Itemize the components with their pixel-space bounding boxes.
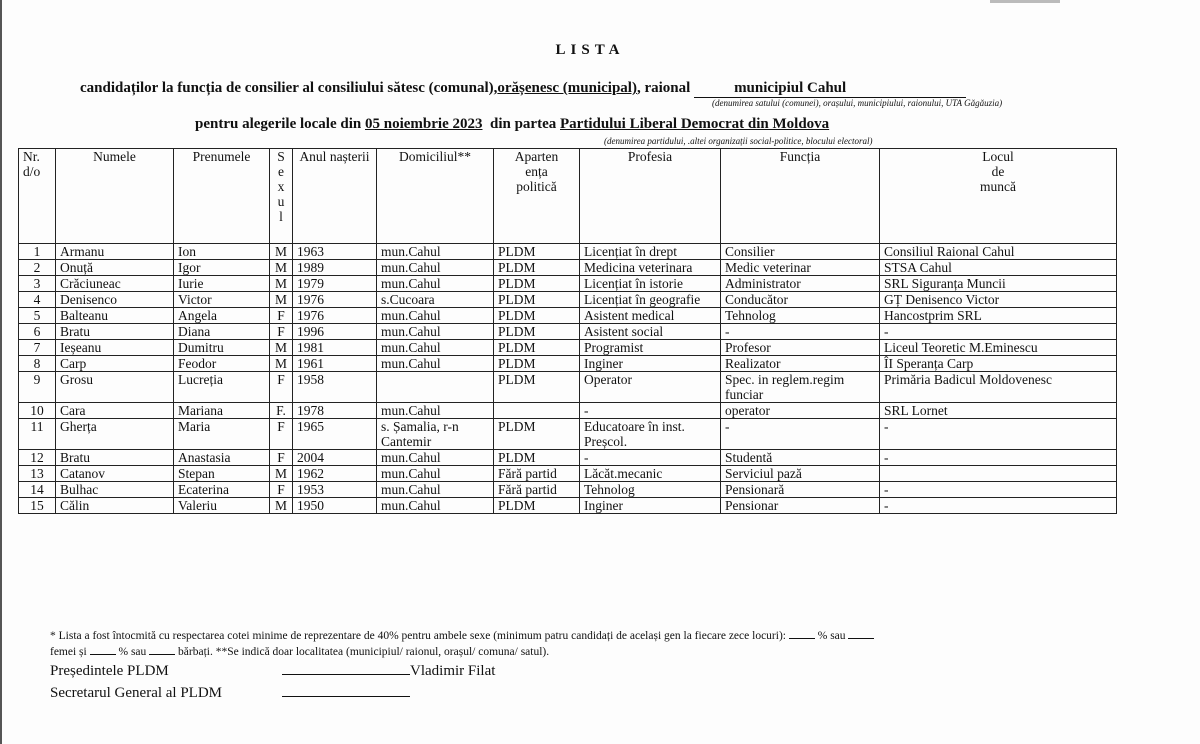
cell-numele: Cara bbox=[56, 403, 174, 419]
cell-sex: M bbox=[270, 356, 293, 372]
footnote bbox=[50, 628, 1130, 660]
cell-sex: M bbox=[270, 340, 293, 356]
header-locul-line: de bbox=[991, 164, 1005, 179]
cell-sex: M bbox=[270, 466, 293, 482]
header-line2-mid: din partea bbox=[489, 116, 557, 132]
cell-prenumele: Diana bbox=[174, 324, 270, 340]
cell-domiciliul: mun.Cahul bbox=[377, 324, 494, 340]
cell-numele: Bulhac bbox=[56, 482, 174, 498]
cell-apartenenta: PLDM bbox=[494, 498, 580, 514]
cell-functia: Pensionară bbox=[721, 482, 880, 498]
cell-profesia: - bbox=[580, 450, 721, 466]
footnote-barbati: bărbați. **Se indică doar localitatea (municipiul/ raionul, orașul/ comuna/ satul). bbox=[178, 646, 550, 658]
cell-apartenenta: PLDM bbox=[494, 308, 580, 324]
cell-apartenenta: PLDM bbox=[494, 419, 580, 450]
secretary-signature bbox=[50, 684, 410, 702]
cell-locul: Hancostprim SRL bbox=[880, 308, 1117, 324]
cell-numele: Bratu bbox=[56, 450, 174, 466]
cell-profesia: Asistent medical bbox=[580, 308, 721, 324]
cell-locul: SRL Lornet bbox=[880, 403, 1117, 419]
cell-prenumele: Ion bbox=[174, 244, 270, 260]
cell-domiciliul: s. Șamalia, r-n Cantemir bbox=[377, 419, 494, 450]
cell-nr: 12 bbox=[19, 450, 56, 466]
cell-locul: - bbox=[880, 450, 1117, 466]
cell-locul: GȚ Denisenco Victor bbox=[880, 292, 1117, 308]
cell-anul: 1965 bbox=[293, 419, 377, 450]
footnote-text: * Lista a fost întocmită cu respectarea cotei minime de reprezentare de 40% pentru ambele sexe (minimum patru candidați de același gen la fiecare zece locuri): bbox=[50, 630, 786, 642]
election-date: 05 noiembrie 2023 bbox=[364, 116, 483, 132]
cell-domiciliul: mun.Cahul bbox=[377, 450, 494, 466]
header-profesia: Profesia bbox=[580, 149, 721, 244]
cell-numele: Denisenco bbox=[56, 292, 174, 308]
header-line1-underlined: orășenesc (municipal) bbox=[497, 80, 637, 96]
cell-domiciliul: mun.Cahul bbox=[377, 276, 494, 292]
cell-domiciliul: mun.Cahul bbox=[377, 308, 494, 324]
cell-apartenenta: Fără partid bbox=[494, 466, 580, 482]
cell-nr: 6 bbox=[19, 324, 56, 340]
party-name: Partidului Liberal Democrat din Moldova bbox=[560, 116, 830, 132]
cell-nr: 5 bbox=[19, 308, 56, 324]
cell-numele: Crăciuneac bbox=[56, 276, 174, 292]
cell-domiciliul: mun.Cahul bbox=[377, 356, 494, 372]
cell-anul: 1978 bbox=[293, 403, 377, 419]
cell-apartenenta: PLDM bbox=[494, 356, 580, 372]
cell-anul: 1996 bbox=[293, 324, 377, 340]
header-nr: Nr. d/o bbox=[19, 149, 56, 244]
header-sex-letter: x bbox=[277, 179, 285, 194]
cell-prenumele: Angela bbox=[174, 308, 270, 324]
scan-mark bbox=[990, 0, 1060, 3]
table-row bbox=[19, 466, 1117, 482]
cell-sex: F bbox=[270, 372, 293, 403]
cell-sex: F bbox=[270, 482, 293, 498]
cell-anul: 1950 bbox=[293, 498, 377, 514]
table-row bbox=[19, 260, 1117, 276]
cell-numele: Carp bbox=[56, 356, 174, 372]
blank-field bbox=[90, 644, 116, 655]
cell-prenumele: Dumitru bbox=[174, 340, 270, 356]
cell-anul: 1963 bbox=[293, 244, 377, 260]
table-row bbox=[19, 292, 1117, 308]
cell-functia: - bbox=[721, 324, 880, 340]
cell-domiciliul: mun.Cahul bbox=[377, 498, 494, 514]
cell-profesia: Inginer bbox=[580, 356, 721, 372]
cell-functia: Studentă bbox=[721, 450, 880, 466]
president-signature bbox=[50, 662, 495, 680]
cell-numele: Călin bbox=[56, 498, 174, 514]
table-row bbox=[19, 308, 1117, 324]
header-locul-line: muncă bbox=[980, 179, 1016, 194]
cell-nr: 10 bbox=[19, 403, 56, 419]
table-row bbox=[19, 419, 1117, 450]
cell-sex: M bbox=[270, 292, 293, 308]
header-sex bbox=[270, 149, 293, 244]
footnote-femei: femei și bbox=[50, 646, 87, 658]
cell-sex: M bbox=[270, 276, 293, 292]
cell-apartenenta: PLDM bbox=[494, 292, 580, 308]
cell-apartenenta: PLDM bbox=[494, 372, 580, 403]
cell-anul: 2004 bbox=[293, 450, 377, 466]
cell-locul: Liceul Teoretic M.Eminescu bbox=[880, 340, 1117, 356]
header-apartenenta-line: politică bbox=[516, 179, 557, 194]
document-title: LISTA bbox=[555, 42, 625, 58]
cell-profesia: Licențiat în geografie bbox=[580, 292, 721, 308]
cell-apartenenta: PLDM bbox=[494, 324, 580, 340]
header-sex-letter: e bbox=[278, 164, 284, 179]
cell-locul bbox=[880, 466, 1117, 482]
table-row bbox=[19, 244, 1117, 260]
table-row bbox=[19, 340, 1117, 356]
cell-sex: F bbox=[270, 308, 293, 324]
cell-profesia: Medicina veterinara bbox=[580, 260, 721, 276]
header-apartenenta-line: ența bbox=[525, 164, 548, 179]
cell-locul: - bbox=[880, 482, 1117, 498]
cell-nr: 2 bbox=[19, 260, 56, 276]
cell-domiciliul: mun.Cahul bbox=[377, 403, 494, 419]
table-row bbox=[19, 450, 1117, 466]
cell-prenumele: Feodor bbox=[174, 356, 270, 372]
cell-locul: - bbox=[880, 324, 1117, 340]
cell-prenumele: Maria bbox=[174, 419, 270, 450]
header-anul: Anul nașterii bbox=[293, 149, 377, 244]
table-row bbox=[19, 324, 1117, 340]
header-locul bbox=[880, 149, 1117, 244]
cell-profesia: Operator bbox=[580, 372, 721, 403]
signature-line bbox=[282, 684, 410, 697]
page-edge bbox=[0, 0, 2, 744]
cell-prenumele: Igor bbox=[174, 260, 270, 276]
cell-functia: Profesor bbox=[721, 340, 880, 356]
cell-functia: - bbox=[721, 419, 880, 450]
cell-functia: Consilier bbox=[721, 244, 880, 260]
header-domiciliul: Domiciliul** bbox=[377, 149, 494, 244]
locality-field bbox=[694, 80, 966, 98]
cell-domiciliul: mun.Cahul bbox=[377, 260, 494, 276]
cell-prenumele: Lucreția bbox=[174, 372, 270, 403]
table-row bbox=[19, 403, 1117, 419]
cell-profesia: Educatoare în inst. Preșcol. bbox=[580, 419, 721, 450]
header-line1-mid: , raional bbox=[636, 80, 691, 96]
cell-prenumele: Anastasia bbox=[174, 450, 270, 466]
blank-field bbox=[789, 628, 815, 639]
cell-locul: - bbox=[880, 498, 1117, 514]
cell-profesia: Tehnolog bbox=[580, 482, 721, 498]
cell-prenumele: Mariana bbox=[174, 403, 270, 419]
table-row bbox=[19, 498, 1117, 514]
cell-prenumele: Stepan bbox=[174, 466, 270, 482]
header-functia: Funcția bbox=[721, 149, 880, 244]
cell-functia: Medic veterinar bbox=[721, 260, 880, 276]
locality-value: municipiul Cahul bbox=[734, 80, 847, 96]
cell-profesia: Lăcăt.mecanic bbox=[580, 466, 721, 482]
cell-prenumele: Ecaterina bbox=[174, 482, 270, 498]
cell-prenumele: Victor bbox=[174, 292, 270, 308]
blank-field bbox=[149, 644, 175, 655]
cell-sex: F bbox=[270, 419, 293, 450]
cell-anul: 1976 bbox=[293, 308, 377, 324]
header-numele: Numele bbox=[56, 149, 174, 244]
cell-functia: Serviciul pază bbox=[721, 466, 880, 482]
cell-domiciliul: mun.Cahul bbox=[377, 482, 494, 498]
cell-anul: 1961 bbox=[293, 356, 377, 372]
cell-numele: Balteanu bbox=[56, 308, 174, 324]
secretary-role: Secretarul General al PLDM bbox=[50, 685, 223, 701]
cell-domiciliul: mun.Cahul bbox=[377, 340, 494, 356]
cell-anul: 1979 bbox=[293, 276, 377, 292]
cell-numele: Armanu bbox=[56, 244, 174, 260]
cell-nr: 3 bbox=[19, 276, 56, 292]
cell-sex: F bbox=[270, 324, 293, 340]
candidates-table bbox=[18, 148, 1117, 514]
cell-profesia: Asistent social bbox=[580, 324, 721, 340]
cell-sex: F bbox=[270, 450, 293, 466]
cell-anul: 1981 bbox=[293, 340, 377, 356]
cell-domiciliul: mun.Cahul bbox=[377, 466, 494, 482]
cell-sex: M bbox=[270, 244, 293, 260]
signature-line bbox=[282, 662, 410, 675]
president-role: Președintele PLDM bbox=[50, 663, 169, 679]
cell-prenumele: Valeriu bbox=[174, 498, 270, 514]
cell-nr: 13 bbox=[19, 466, 56, 482]
header-line-2 bbox=[195, 116, 829, 133]
cell-profesia: Licențiat în istorie bbox=[580, 276, 721, 292]
cell-numele: Bratu bbox=[56, 324, 174, 340]
cell-numele: Grosu bbox=[56, 372, 174, 403]
cell-profesia: - bbox=[580, 403, 721, 419]
cell-apartenenta: PLDM bbox=[494, 276, 580, 292]
table-row bbox=[19, 276, 1117, 292]
cell-domiciliul: s.Cucoara bbox=[377, 292, 494, 308]
cell-locul: - bbox=[880, 419, 1117, 450]
cell-apartenenta: PLDM bbox=[494, 260, 580, 276]
cell-apartenenta bbox=[494, 403, 580, 419]
header-line2-prefix: pentru alegerile locale din bbox=[195, 116, 362, 132]
table-row bbox=[19, 372, 1117, 403]
cell-domiciliul: mun.Cahul bbox=[377, 244, 494, 260]
cell-prenumele: Iurie bbox=[174, 276, 270, 292]
cell-functia: Conducător bbox=[721, 292, 880, 308]
cell-numele: Onuță bbox=[56, 260, 174, 276]
header-line-1 bbox=[80, 80, 966, 98]
header-apartenenta bbox=[494, 149, 580, 244]
cell-apartenenta: Fără partid bbox=[494, 482, 580, 498]
cell-locul: ÎI Speranța Carp bbox=[880, 356, 1117, 372]
cell-apartenenta: PLDM bbox=[494, 450, 580, 466]
cell-locul: Primăria Badicul Moldovenesc bbox=[880, 372, 1117, 403]
footnote-pct-sau-2: % sau bbox=[118, 646, 147, 658]
cell-profesia: Licențiat în drept bbox=[580, 244, 721, 260]
cell-numele: Ieșeanu bbox=[56, 340, 174, 356]
cell-sex: F. bbox=[270, 403, 293, 419]
header-sex-letter: u bbox=[277, 194, 285, 209]
cell-apartenenta: PLDM bbox=[494, 244, 580, 260]
cell-functia: Realizator bbox=[721, 356, 880, 372]
cell-locul: Consiliul Raional Cahul bbox=[880, 244, 1117, 260]
cell-anul: 1989 bbox=[293, 260, 377, 276]
cell-sex: M bbox=[270, 498, 293, 514]
cell-nr: 11 bbox=[19, 419, 56, 450]
cell-nr: 8 bbox=[19, 356, 56, 372]
cell-locul: STSA Cahul bbox=[880, 260, 1117, 276]
cell-numele: Gherța bbox=[56, 419, 174, 450]
blank-field bbox=[848, 628, 874, 639]
cell-profesia: Inginer bbox=[580, 498, 721, 514]
cell-nr: 1 bbox=[19, 244, 56, 260]
cell-nr: 9 bbox=[19, 372, 56, 403]
cell-domiciliul bbox=[377, 372, 494, 403]
table-row bbox=[19, 482, 1117, 498]
cell-nr: 7 bbox=[19, 340, 56, 356]
cell-anul: 1953 bbox=[293, 482, 377, 498]
cell-functia: Spec. in reglem.regim funciar bbox=[721, 372, 880, 403]
cell-functia: operator bbox=[721, 403, 880, 419]
cell-nr: 15 bbox=[19, 498, 56, 514]
header-prenumele: Prenumele bbox=[174, 149, 270, 244]
cell-anul: 1958 bbox=[293, 372, 377, 403]
table-header-row bbox=[19, 149, 1117, 244]
party-hint: (denumirea partidului, .altei organizații social-politice, blocului electoral) bbox=[604, 136, 873, 146]
locality-hint: (denumirea satului (comunei), orașului, municipiului, raionului, UTA Găgăuzia) bbox=[712, 98, 1003, 108]
header-sex-letter: S bbox=[277, 149, 285, 164]
cell-functia: Pensionar bbox=[721, 498, 880, 514]
cell-apartenenta: PLDM bbox=[494, 340, 580, 356]
table-row bbox=[19, 356, 1117, 372]
header-line1-prefix: candidaților la funcția de consilier al consiliului sătesc (comunal), bbox=[80, 80, 498, 96]
footnote-pct-sau: % sau bbox=[817, 630, 846, 642]
cell-functia: Administrator bbox=[721, 276, 880, 292]
cell-numele: Catanov bbox=[56, 466, 174, 482]
header-sex-letter: l bbox=[279, 209, 283, 224]
cell-anul: 1976 bbox=[293, 292, 377, 308]
president-name: Vladimir Filat bbox=[410, 663, 496, 679]
cell-nr: 4 bbox=[19, 292, 56, 308]
cell-sex: M bbox=[270, 260, 293, 276]
cell-nr: 14 bbox=[19, 482, 56, 498]
cell-functia: Tehnolog bbox=[721, 308, 880, 324]
header-apartenenta-line: Aparten bbox=[514, 149, 559, 164]
cell-profesia: Programist bbox=[580, 340, 721, 356]
cell-anul: 1962 bbox=[293, 466, 377, 482]
header-locul-line: Locul bbox=[982, 149, 1014, 164]
cell-locul: SRL Siguranța Muncii bbox=[880, 276, 1117, 292]
